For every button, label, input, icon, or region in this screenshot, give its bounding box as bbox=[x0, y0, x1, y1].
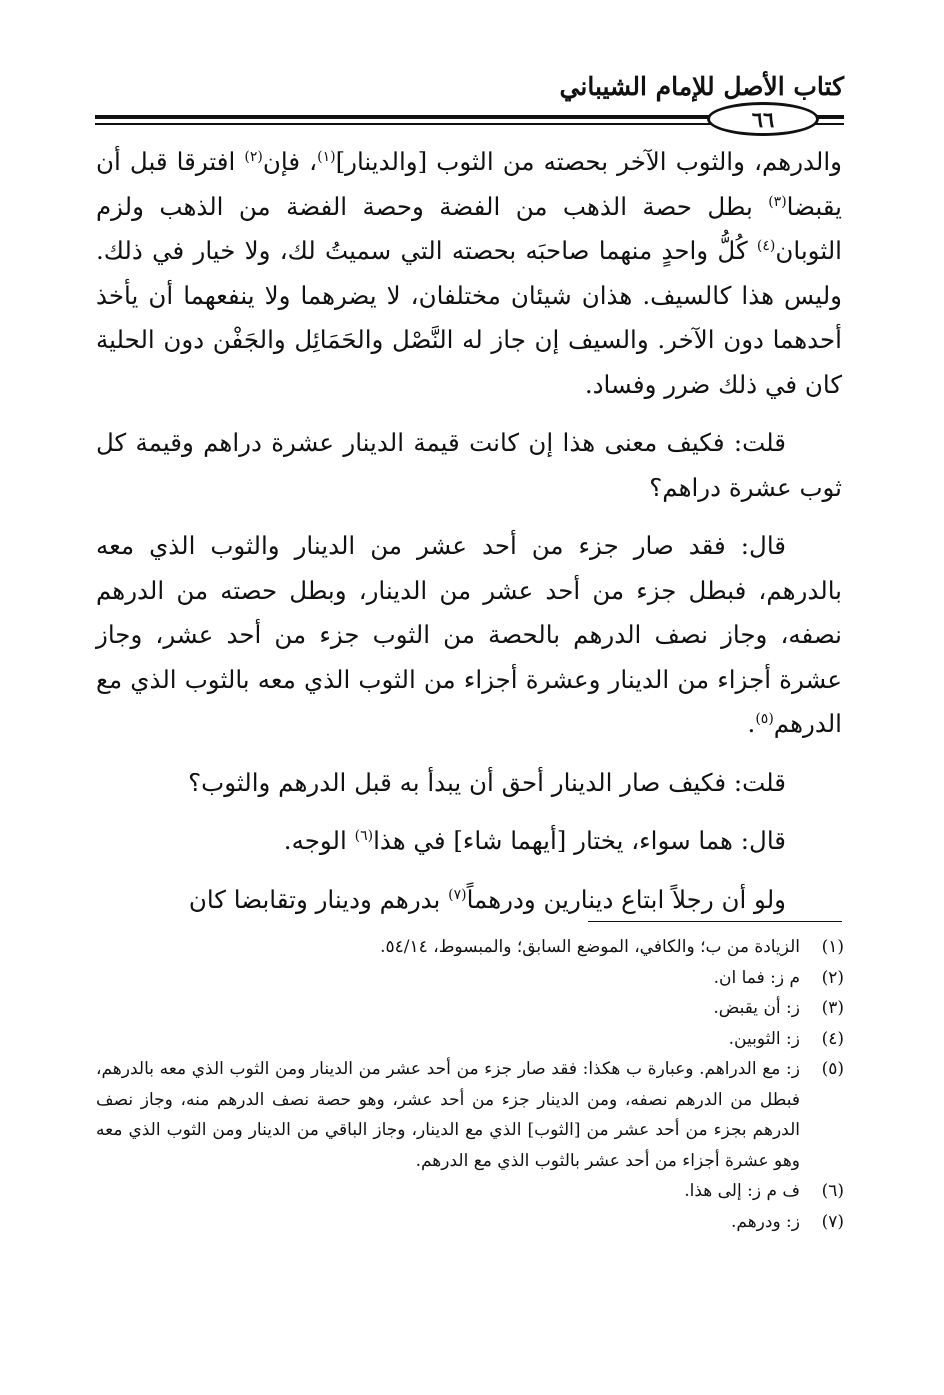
paragraph bbox=[96, 878, 842, 923]
footnote-text: الزيادة من ب؛ والكافي، الموضع السابق؛ والمبسوط، ٥٤/١٤. bbox=[380, 937, 800, 957]
footnote-number: (٥) bbox=[821, 1059, 844, 1079]
paragraph bbox=[96, 819, 842, 864]
paragraph bbox=[96, 140, 842, 407]
footnote bbox=[96, 1207, 844, 1238]
text-run: قال: فقد صار جزء من أحد عشر من الدينار والثوب الذي معه بالدرهم، فبطل جزء من أحد عشر من الدينار، وبطل حصته من الدرهم نصفه، وجاز نصف الدرهم بالحصة من الثوب جزء من أحد عشر، وجاز عشرة أجزاء من الدينار وعشرة أجزاء من الثوب الذي معه بالثوب الذي مع الدرهم bbox=[96, 531, 842, 738]
footnote-number: (٤) bbox=[821, 1028, 844, 1049]
footnote-number: (٣) bbox=[821, 998, 844, 1018]
footnote-marker: (١) bbox=[317, 148, 336, 165]
footnotes bbox=[96, 932, 844, 1237]
text-run: بدرهم ودينار وتقابضا كان bbox=[188, 884, 449, 914]
footnote-marker: (٧) bbox=[448, 886, 467, 903]
footnote-marker: (٦) bbox=[354, 827, 374, 844]
text-run: قلت: فكيف معنى هذا إن كانت قيمة الدينار عشرة دراهم وقيمة كل ثوب عشرة دراهم؟ bbox=[96, 428, 842, 502]
footnote-text: ز: أن يقبض. bbox=[713, 998, 800, 1018]
page-header bbox=[95, 72, 844, 132]
footnote-marker: (٥) bbox=[755, 710, 774, 727]
text-run: الوجه. bbox=[283, 826, 355, 855]
footnote-number: (٢) bbox=[821, 967, 844, 988]
running-title: كتاب الأصل للإمام الشيباني bbox=[559, 72, 844, 101]
footnote bbox=[96, 963, 844, 994]
footnote-text: ف م ز: إلى هذا. bbox=[684, 1181, 800, 1201]
text-run: بطل حصة الذهب من الفضة وحصة الفضة من الذهب ولزم الثوبان bbox=[96, 191, 842, 265]
footnote-number: (١) bbox=[821, 937, 844, 957]
text-run: والدرهم، والثوب الآخر بحصته من الثوب [والدينار] bbox=[335, 147, 842, 176]
footnote-number: (٧) bbox=[821, 1211, 844, 1232]
text-run: قال: هما سواء، يختار [أيهما شاء] في هذا bbox=[373, 826, 786, 855]
footnote-marker: (٤) bbox=[756, 237, 776, 254]
text-run: افترقا قبل أن يقبضا bbox=[96, 147, 842, 221]
footnote bbox=[96, 993, 844, 1024]
footnote bbox=[96, 1054, 844, 1176]
footnote-text: ز: ودرهم. bbox=[730, 1211, 800, 1232]
page-number: ٦٦ bbox=[751, 106, 775, 132]
text-run: ، فإن bbox=[262, 147, 318, 176]
page-number-oval bbox=[707, 102, 819, 136]
text-run: ولو أن رجلاً ابتاع دينارين ودرهماً bbox=[466, 884, 786, 914]
footnote-marker: (٣) bbox=[768, 193, 787, 210]
paragraph bbox=[96, 421, 842, 510]
paragraph bbox=[96, 524, 842, 747]
footnote-number: (٦) bbox=[821, 1181, 844, 1201]
footnote bbox=[96, 1024, 844, 1055]
footnote bbox=[96, 932, 844, 963]
footnote-text: ز: الثوبين. bbox=[728, 1028, 800, 1049]
footnote-separator bbox=[588, 921, 842, 922]
text-run: . bbox=[747, 709, 756, 738]
footnote-marker: (٢) bbox=[244, 148, 263, 165]
footnote bbox=[96, 1176, 844, 1207]
paragraph bbox=[96, 761, 842, 806]
footnote-text: ز: مع الدراهم. وعبارة ب هكذا: فقد صار جزء من أحد عشر من الدينار ومن الثوب الذي معه بالدرهم، فبطل من الدرهم نصفه، ومن الدينار جزء من أحد عشر، وهو حصة نصف الدرهم منه، وجاز نصف الدرهم بجزء من أحد عشر من [الثوب] الذي مع الدينار، وجاز الباقي من الدينار ومن الثوب الذي معه وهو عشرة أجزاء من أحد عشر بالثوب الذي مع الدرهم. bbox=[96, 1059, 800, 1171]
text-run: كُلُّ واحدٍ منهما صاحبَه بحصته التي سميتُ لك، ولا خيار في ذلك. وليس هذا كالسيف. هذان شيئان مختلفان، لا يضرهما ولا ينفعهما أن يأخذ أحدهما دون الآخر. والسيف إن جاز له النَّصْل والحَمَائِل والجَفْن دون الحلية كان في ذلك ضرر وفساد. bbox=[96, 236, 842, 399]
main-text bbox=[96, 140, 842, 936]
text-run: قلت: فكيف صار الدينار أحق أن يبدأ به قبل الدرهم والثوب؟ bbox=[188, 767, 786, 797]
footnote-text: م ز: فما ان. bbox=[713, 967, 800, 988]
